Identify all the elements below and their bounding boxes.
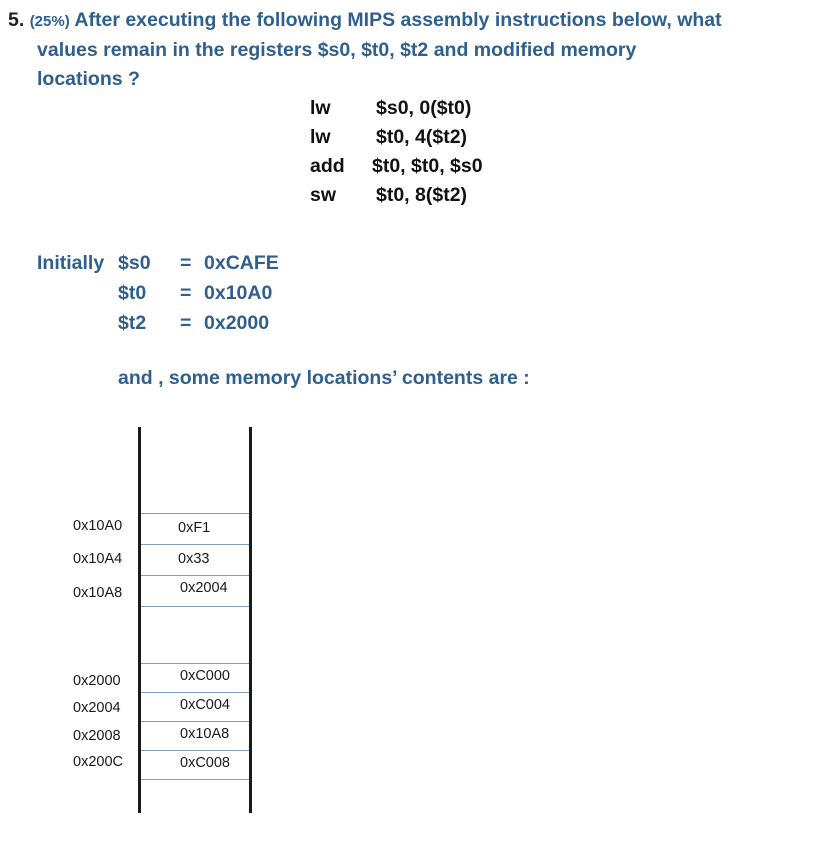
- memory-address: 0x10A0: [73, 518, 123, 534]
- instruction-operands: $t0, 8($t2): [376, 184, 468, 206]
- memory-value: 0x10A8: [180, 726, 230, 742]
- equals-sign: =: [180, 312, 192, 334]
- assembly-code: [310, 94, 483, 210]
- register-value: 0x10A0: [204, 282, 273, 304]
- memory-value: 0x2004: [180, 580, 228, 596]
- question-line-2: values remain in the registers $s0, $t0, $t2 and modified memory: [37, 39, 637, 61]
- instruction-operands: $t0, $t0, $s0: [372, 155, 483, 177]
- memory-cell-divider: [141, 663, 249, 664]
- question-number: 5.: [8, 9, 25, 31]
- question-percent: (25%): [29, 13, 70, 30]
- instruction-operands: $t0, 4($t2): [376, 126, 468, 148]
- memory-value: 0xF1: [178, 520, 211, 536]
- memory-address: 0x2008: [73, 728, 121, 744]
- initial-row: [37, 278, 279, 308]
- instruction-op: lw: [310, 97, 331, 119]
- register-name: $s0: [118, 252, 151, 274]
- memory-left-border: [138, 427, 141, 813]
- instruction-op: add: [310, 155, 345, 177]
- instruction-operands: $s0, 0($t0): [376, 97, 472, 119]
- register-name: $t0: [118, 282, 147, 304]
- memory-address: 0x10A4: [73, 551, 123, 567]
- question-line-1: [8, 6, 808, 36]
- instruction-row: [310, 181, 483, 210]
- memory-value: 0xC000: [180, 668, 230, 684]
- memory-cell-divider: [141, 692, 249, 693]
- memory-value: 0x33: [178, 551, 210, 567]
- instruction-row: [310, 94, 483, 123]
- initial-prefix: Initially: [37, 252, 105, 274]
- instruction-row: [310, 123, 483, 152]
- memory-address: 0x2000: [73, 673, 121, 689]
- initial-row: [37, 308, 279, 338]
- memory-value: 0xC004: [180, 697, 230, 713]
- memory-note: and , some memory locations’ contents are :: [118, 367, 530, 389]
- memory-address: 0x2004: [73, 700, 121, 716]
- memory-cell-divider: [141, 544, 249, 545]
- question-text: [8, 6, 808, 94]
- register-value: 0x2000: [204, 312, 270, 334]
- register-value: 0xCAFE: [204, 252, 279, 274]
- memory-cell-divider: [141, 606, 249, 607]
- instruction-op: sw: [310, 184, 337, 206]
- memory-cell-divider: [141, 750, 249, 751]
- memory-right-border: [249, 427, 252, 813]
- memory-address: 0x10A8: [73, 585, 123, 601]
- equals-sign: =: [180, 282, 192, 304]
- memory-address: 0x200C: [73, 754, 123, 770]
- instruction-row: [310, 152, 483, 181]
- question-line-1-text: After executing the following MIPS assembly instructions below, what: [74, 9, 722, 31]
- register-name: $t2: [118, 312, 147, 334]
- memory-cell-divider: [141, 513, 249, 514]
- equals-sign: =: [180, 252, 192, 274]
- instruction-op: lw: [310, 126, 331, 148]
- initial-row: [37, 248, 279, 278]
- initial-values: [37, 248, 279, 338]
- memory-cell-divider: [141, 575, 249, 576]
- question-line-3: locations ?: [37, 68, 140, 90]
- memory-value: 0xC008: [180, 755, 230, 771]
- memory-cell-divider: [141, 721, 249, 722]
- memory-cell-divider: [141, 779, 249, 780]
